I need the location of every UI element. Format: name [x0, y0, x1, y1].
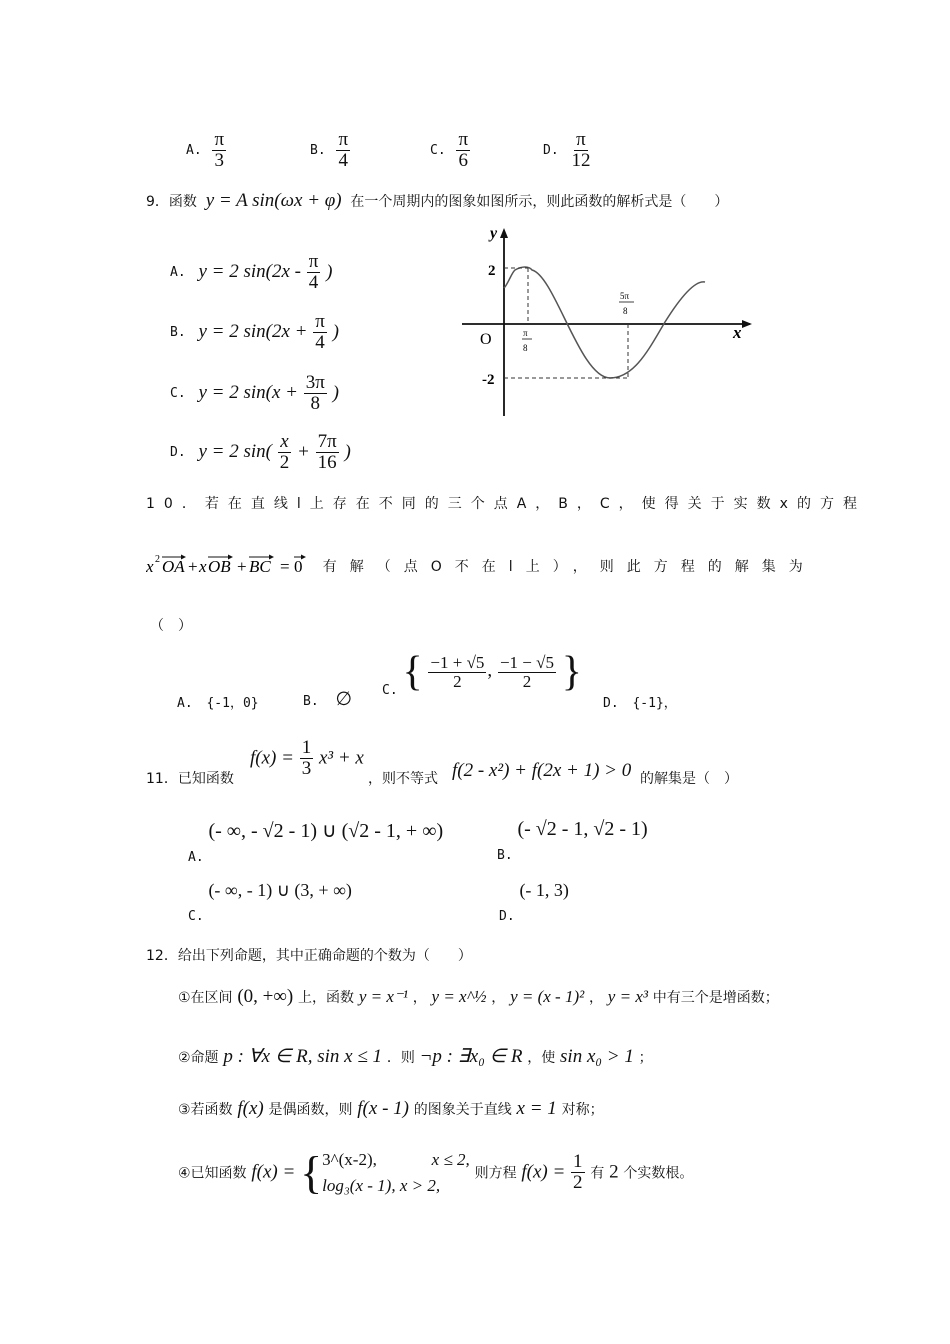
item-text: ④已知函数: [178, 1165, 247, 1182]
option-fraction: $\frac{\pi}{4}$: [308, 251, 319, 293]
item-text: ，: [491, 990, 506, 1006]
piecewise-rows: [322, 1147, 470, 1198]
option-text: ∅: [335, 689, 352, 710]
item-text: ①在区间: [178, 990, 233, 1006]
q9-option-c[interactable]: [170, 373, 339, 414]
comma: ,: [487, 660, 493, 681]
option-label: D.: [499, 909, 515, 924]
svg-text:x: x: [199, 557, 207, 576]
vector-equation: [146, 552, 318, 580]
option-fraction: $\frac{\pi}{3}$: [214, 129, 225, 171]
q12-item-2: [178, 1045, 653, 1068]
option-text: (- ∞, - 1) ∪ (3, + ∞): [208, 880, 352, 900]
item-math: y = (x - 1)²: [510, 987, 585, 1006]
option-text: (- 1, 3): [519, 880, 569, 900]
q8-option-c[interactable]: [430, 130, 471, 171]
piecewise: [300, 1146, 470, 1199]
q11-option-d[interactable]: [499, 880, 569, 924]
q12-item-4: [178, 1146, 693, 1199]
q9-option-d[interactable]: [170, 432, 351, 473]
svg-text:+: +: [188, 557, 198, 576]
y-axis-arrow: [500, 228, 508, 238]
q8-option-d[interactable]: [543, 130, 593, 171]
option-fraction: $\frac{3\pi}{8}$: [305, 372, 325, 414]
option-formula-suffix: ): [326, 261, 333, 283]
item-text: ．则: [386, 1050, 415, 1066]
option-label: A.: [186, 142, 202, 158]
item-text: ③若函数: [178, 1102, 233, 1118]
y-max-label: 2: [488, 263, 496, 279]
option-label: C.: [430, 142, 446, 158]
right-brace: }: [561, 649, 582, 695]
q11-number: 11．已知函数: [146, 771, 234, 787]
item-text: 的图象关于直线: [413, 1102, 512, 1118]
option-fraction-2: $\frac{7\pi}{16}$: [317, 431, 337, 473]
func-fraction: $\frac{1}{3}$: [301, 737, 312, 779]
option-fraction: $\frac{\pi}{4}$: [315, 311, 325, 353]
item-math: sin x₀ > 1: [560, 1046, 634, 1067]
item-text: 中有三个是增函数；: [652, 990, 779, 1006]
item-text: 上，函数: [298, 990, 355, 1006]
svg-text:2: 2: [155, 554, 160, 565]
q10-line2: [146, 552, 816, 580]
left-brace: {: [402, 649, 423, 695]
q11-inequality: f(2 - x²) + f(2x + 1) > 0: [452, 760, 632, 781]
option-formula-suffix: ): [332, 321, 339, 343]
item-text: ②命题: [178, 1050, 219, 1066]
option-label: C.: [170, 385, 186, 401]
y-min-label: -2: [482, 372, 495, 388]
option-formula-suffix: ): [344, 441, 351, 463]
formula: y = A sin(ωx + φ): [205, 190, 342, 211]
x-axis-arrow: [742, 320, 752, 328]
option-text: (- ∞, - √2 - 1) ∪ (√2 - 1, + ∞): [208, 820, 444, 842]
option-text: {-1，0}: [206, 696, 259, 711]
option-fraction-1: $\frac{x}{2}$: [279, 431, 290, 473]
q8-option-b[interactable]: [310, 130, 351, 171]
item-text: ，使: [527, 1050, 556, 1066]
option-label: C.: [188, 909, 204, 924]
q12-item-3: [178, 1098, 604, 1120]
question-number: 9．函数: [146, 194, 197, 210]
option-label: D.: [170, 444, 186, 460]
q10-option-b[interactable]: [303, 688, 352, 711]
x-tick-1-num: π: [523, 328, 528, 338]
x-tick-2-den: 8: [623, 306, 628, 316]
item-math: f(x): [237, 1098, 264, 1119]
svg-text:OB: OB: [208, 557, 231, 576]
item-math: f(x - 1): [357, 1098, 409, 1119]
svg-text:=: =: [280, 557, 290, 576]
option-fraction: $\frac{\pi}{6}$: [458, 129, 469, 171]
x-tick-1-den: 8: [523, 343, 528, 353]
option-formula-prefix: y = 2 sin(x +: [198, 382, 303, 404]
item-math: y = x^½: [431, 987, 487, 1006]
q11-option-a[interactable]: [188, 818, 443, 865]
svg-text:OA: OA: [162, 557, 185, 576]
q11-option-b[interactable]: [497, 818, 648, 863]
q9-stem: [146, 190, 728, 212]
y-axis-label: y: [490, 225, 498, 242]
option-text: {-1}，: [632, 696, 677, 711]
sine-curve: [504, 267, 705, 378]
option-fraction-2: $\frac{-1 - √5}{2}$: [499, 652, 554, 691]
option-label: B.: [170, 324, 186, 340]
q11-tail: 的解集是（ ）: [640, 771, 738, 787]
item-text: 对称；: [561, 1102, 604, 1118]
q12-stem: 12．给出下列命题，其中正确命题的个数为（ ）: [146, 948, 472, 964]
option-label: D.: [543, 142, 559, 158]
x-tick-2-num: 5π: [620, 291, 630, 301]
option-formula-prefix: y = 2 sin(: [198, 441, 272, 463]
item-math: y = x⁻¹: [358, 987, 408, 1006]
item-math: x = 1: [516, 1098, 557, 1119]
q10-line1: 10．若在直线l上存在不同的三个点A，B，C，使得关于实数x的方程: [146, 496, 866, 512]
q9-option-b[interactable]: [170, 312, 339, 353]
option-label: B.: [310, 142, 326, 158]
option-formula-prefix: y = 2 sin(2x +: [198, 321, 313, 343]
item-math: p : ∀x ∈ R, sin x ≤ 1: [223, 1046, 383, 1067]
option-text: (- √2 - 1, √2 - 1): [517, 818, 648, 840]
option-fraction: $\frac{\pi}{12}$: [571, 129, 591, 171]
item-text: 有: [590, 1165, 605, 1182]
item-math: ¬p : ∃x₀ ∈ R: [419, 1046, 523, 1067]
q11-function: [250, 738, 364, 779]
option-label: D.: [603, 696, 619, 711]
item-fraction: $\frac{1}{2}$: [573, 1151, 583, 1193]
piecewise-brace: {: [300, 1147, 323, 1198]
piecewise-row-2: log₃(x - 1), x > 2,: [322, 1175, 441, 1195]
option-formula-mid: +: [297, 441, 315, 463]
option-fraction-1: $\frac{-1 + √5}{2}$: [430, 652, 485, 691]
q11-option-c[interactable]: [188, 880, 352, 924]
item-math: y = x³: [607, 987, 648, 1006]
x-axis-label: x: [733, 323, 742, 342]
q9-option-a[interactable]: [170, 252, 332, 293]
option-formula-suffix: ): [332, 382, 339, 404]
option-label: A.: [177, 696, 193, 711]
item-text: 则方程: [474, 1165, 517, 1182]
func-prefix: f(x) =: [250, 747, 299, 769]
option-label: C.: [382, 683, 398, 698]
option-formula-prefix: y = 2 sin(2x -: [198, 261, 306, 283]
q10-option-c[interactable]: [382, 648, 582, 698]
item-math: 2: [609, 1161, 619, 1183]
svg-text:0: 0: [294, 557, 303, 576]
q8-option-a[interactable]: [186, 130, 227, 171]
origin-label: O: [480, 331, 492, 348]
func-suffix: x³ + x: [318, 747, 364, 769]
option-label: B.: [303, 694, 319, 709]
option-label: B.: [497, 848, 513, 863]
item-math: f(x) =: [251, 1161, 296, 1183]
q10-text: 有解（点O不在l上），则此方程的解集为: [322, 559, 816, 575]
svg-text:BC: BC: [249, 557, 271, 576]
item-text: 是偶函数，则: [268, 1102, 353, 1118]
item-text: ，: [589, 990, 604, 1006]
q10-option-d[interactable]: [603, 692, 677, 711]
option-fraction: $\frac{\pi}{4}$: [338, 129, 349, 171]
item-text: ，: [412, 990, 427, 1006]
item-math: (0, +∞): [237, 986, 294, 1007]
item-math: f(x) =: [521, 1161, 571, 1183]
q11-middle: ，则不等式: [368, 771, 438, 787]
item-text: ；: [638, 1050, 653, 1066]
svg-text:x: x: [146, 557, 154, 576]
q10-paren: （ ）: [150, 618, 192, 634]
svg-text:+: +: [237, 557, 247, 576]
option-label: A.: [170, 264, 186, 280]
item-text: 个实数根。: [623, 1165, 694, 1182]
q9-graph: [460, 222, 760, 422]
option-label: A.: [188, 850, 204, 865]
q10-option-a[interactable]: [177, 692, 259, 711]
piecewise-row-1: 3^(x-2), x ≤ 2,: [322, 1150, 470, 1169]
question-text: 在一个周期内的图象如图所示，则此函数的解析式是（ ）: [350, 194, 729, 210]
q12-item-1: [178, 986, 779, 1008]
